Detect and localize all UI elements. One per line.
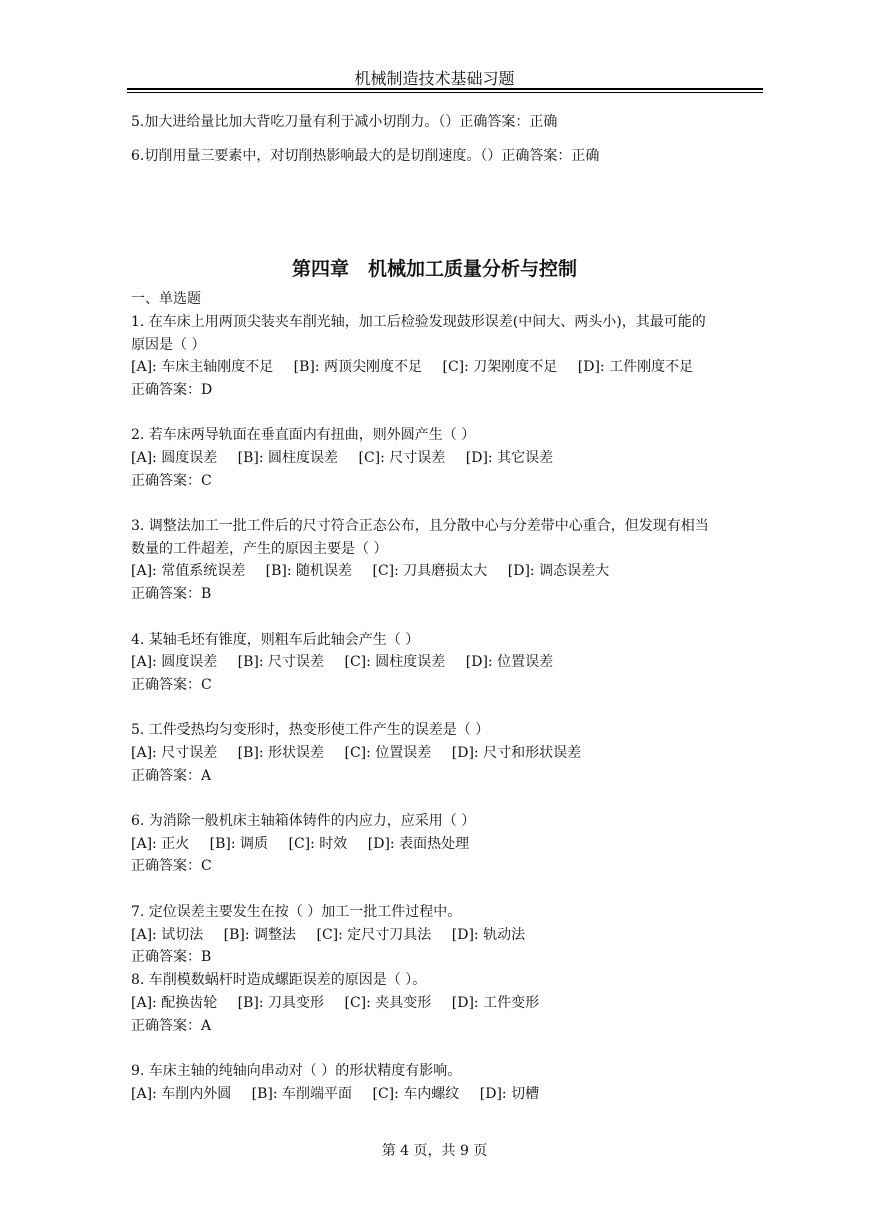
option-c: [C]: 刀架刚度不足 [442,359,558,375]
answer: 正确答案：C [131,858,212,874]
question-options [131,835,469,853]
option-a: [A]: 车床主轴刚度不足 [131,359,274,375]
answer: 正确答案：B [131,949,212,965]
option-a: [A]: 正火 [131,836,190,852]
prev-item-5: 5.加大进给量比加大背吃刀量有利于减小切削力。（）正确答案：正确 [131,114,558,130]
option-b: [B]: 尺寸误差 [237,654,325,670]
option-a: [A]: 圆度误差 [131,450,218,466]
question-stem: 4. 某轴毛坯有锥度，则粗车后此轴会产生（ ） [131,632,420,648]
question-options [131,744,581,762]
header-title: 机械制造技术基础习题 [354,69,515,88]
option-b: [B]: 调质 [209,836,269,852]
answer: 正确答案：C [131,677,212,693]
question-options [131,562,609,580]
option-d: [D]: 调态误差大 [507,563,610,579]
answer: 正确答案：A [131,1018,212,1034]
option-b: [B]: 调整法 [223,927,297,943]
option-a: [A]: 试切法 [131,927,204,943]
option-b: [B]: 随机误差 [265,563,353,579]
question-options [131,926,525,944]
option-c: [C]: 夹具变形 [344,995,432,1011]
section-title: 一、单选题 [131,291,201,307]
question-stem: 5. 工件受热均匀变形时，热变形使工件产生的误差是（ ） [131,722,490,738]
option-a: [A]: 常值系统误差 [131,563,246,579]
answer: 正确答案：B [131,586,212,602]
option-c: [C]: 时效 [288,836,348,852]
question-options [131,994,539,1012]
option-d: [D]: 其它误差 [465,450,554,466]
answer: 正确答案：D [131,382,213,398]
option-c: [C]: 定尺寸刀具法 [316,927,432,943]
question-stem: 7. 定位误差主要发生在按（ ）加工一批工件过程中。 [131,904,462,920]
option-c: [C]: 位置误差 [344,745,432,761]
question-stem: 2. 若车床两导轨面在垂直面内有扭曲，则外圆产生（ ） [131,427,476,443]
option-c: [C]: 圆柱度误差 [344,654,446,670]
header-rule-thin [127,92,763,93]
option-c: [C]: 车内螺纹 [372,1086,460,1102]
question-stem: 数量的工件超差，产生的原因主要是（ ） [131,541,388,557]
answer: 正确答案：C [131,473,212,489]
option-d: [D]: 切槽 [479,1086,540,1102]
option-d: [D]: 位置误差 [465,654,554,670]
question-stem: 9. 车床主轴的纯轴向串动对（ ）的形状精度有影响。 [131,1063,462,1079]
option-d: [D]: 工件刚度不足 [577,359,694,375]
option-d: [D]: 轨动法 [451,927,526,943]
question-stem: 8. 车削模数蜗杆时造成螺距误差的原因是（ ）。 [131,972,427,988]
answer: 正确答案：A [131,768,212,784]
option-a: [A]: 车削内外圆 [131,1086,232,1102]
question-stem: 原因是（ ） [131,337,206,353]
question-options [131,653,553,671]
option-b: [B]: 车削端平面 [251,1086,353,1102]
option-c: [C]: 尺寸误差 [358,450,446,466]
option-b: [B]: 形状误差 [237,745,325,761]
option-a: [A]: 尺寸误差 [131,745,218,761]
option-b: [B]: 两顶尖刚度不足 [293,359,423,375]
question-stem: 6. 为消除一般机床主轴箱体铸件的内应力，应采用（ ） [131,813,476,829]
option-d: [D]: 表面热处理 [367,836,470,852]
question-stem: 3. 调整法加工一批工件后的尺寸符合正态公布，且分散中心与分差带中心重合，但发现有相当 [131,518,709,534]
question-options [131,449,553,467]
question-stem: 1. 在车床上用两顶尖装夹车削光轴，加工后检验发现鼓形误差(中间大、两头小)，其最可能的 [131,314,706,330]
option-b: [B]: 圆柱度误差 [237,450,339,466]
option-d: [D]: 工件变形 [451,995,540,1011]
option-a: [A]: 配换齿轮 [131,995,218,1011]
page-footer: 第 4 页，共 9 页 [381,1143,488,1159]
question-options [131,358,693,376]
option-c: [C]: 刀具磨损太大 [372,563,488,579]
header-rule [127,88,763,90]
option-a: [A]: 圆度误差 [131,654,218,670]
option-d: [D]: 尺寸和形状误差 [451,745,582,761]
option-b: [B]: 刀具变形 [237,995,325,1011]
prev-item-6: 6.切削用量三要素中，对切削热影响最大的是切削速度。（）正确答案：正确 [131,148,600,164]
question-options [131,1085,539,1103]
chapter-title: 第四章 机械加工质量分析与控制 [291,258,577,280]
